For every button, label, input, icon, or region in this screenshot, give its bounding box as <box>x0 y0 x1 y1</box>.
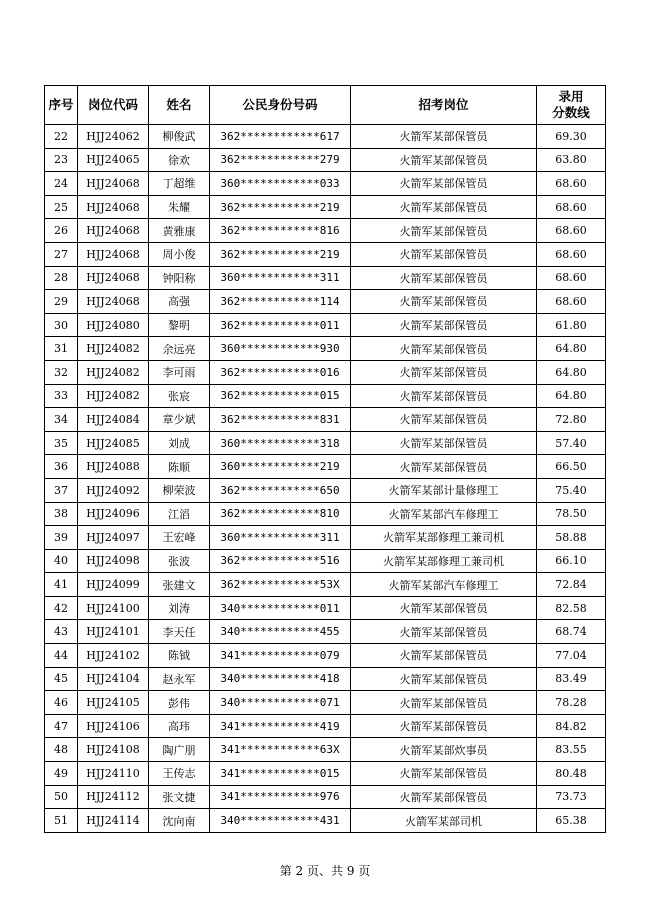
cell-position: 火箭军某部保管员 <box>351 384 537 408</box>
cell-name: 陈钺 <box>149 644 210 668</box>
cell-position: 火箭军某部保管员 <box>351 644 537 668</box>
cell-name: 江滔 <box>149 502 210 526</box>
cell-id-number: 360************930 <box>210 337 351 361</box>
cell-id-number: 341************976 <box>210 785 351 809</box>
cell-post-code: HJJ24101 <box>78 620 149 644</box>
cell-post-code: HJJ24082 <box>78 337 149 361</box>
cell-name: 钟阳称 <box>149 266 210 290</box>
cell-score: 57.40 <box>537 431 606 455</box>
cell-score: 78.50 <box>537 502 606 526</box>
cell-name: 高玮 <box>149 714 210 738</box>
cell-position: 火箭军某部保管员 <box>351 219 537 243</box>
cell-index: 29 <box>45 290 78 314</box>
cell-id-number: 362************831 <box>210 408 351 432</box>
table-row <box>45 219 606 243</box>
table-body <box>45 125 606 833</box>
cell-name: 高强 <box>149 290 210 314</box>
cell-id-number: 360************311 <box>210 526 351 550</box>
cell-index: 30 <box>45 313 78 337</box>
cell-name: 刘涛 <box>149 596 210 620</box>
cell-position: 火箭军某部保管员 <box>351 313 537 337</box>
cell-id-number: 360************219 <box>210 455 351 479</box>
cell-position: 火箭军某部保管员 <box>351 762 537 786</box>
cell-id-number: 362************016 <box>210 360 351 384</box>
cell-index: 44 <box>45 644 78 668</box>
cell-id-number: 362************219 <box>210 195 351 219</box>
page-footer: 第 2 页、共 9 页 <box>279 864 371 878</box>
cell-name: 王传志 <box>149 762 210 786</box>
cell-index: 34 <box>45 408 78 432</box>
cell-index: 41 <box>45 573 78 597</box>
cell-name: 李可雨 <box>149 360 210 384</box>
table-row <box>45 455 606 479</box>
cell-id-number: 340************418 <box>210 667 351 691</box>
cell-id-number: 360************033 <box>210 172 351 196</box>
cell-index: 39 <box>45 526 78 550</box>
table-row <box>45 549 606 573</box>
cell-index: 40 <box>45 549 78 573</box>
cell-score: 61.80 <box>537 313 606 337</box>
cell-name: 刘成 <box>149 431 210 455</box>
cell-name: 张建文 <box>149 573 210 597</box>
cell-post-code: HJJ24106 <box>78 714 149 738</box>
cell-post-code: HJJ24108 <box>78 738 149 762</box>
cell-score: 72.84 <box>537 573 606 597</box>
cell-name: 陈顺 <box>149 455 210 479</box>
table-row <box>45 360 606 384</box>
cell-post-code: HJJ24080 <box>78 313 149 337</box>
cell-score: 78.28 <box>537 691 606 715</box>
cell-id-number: 360************311 <box>210 266 351 290</box>
table-row <box>45 195 606 219</box>
cell-score: 83.55 <box>537 738 606 762</box>
cell-position: 火箭军某部保管员 <box>351 148 537 172</box>
cell-index: 23 <box>45 148 78 172</box>
cell-index: 42 <box>45 596 78 620</box>
header-id-number: 公民身份号码 <box>210 86 351 125</box>
table-row <box>45 125 606 149</box>
cell-index: 32 <box>45 360 78 384</box>
recruitment-results-table <box>44 85 606 833</box>
cell-id-number: 362************816 <box>210 219 351 243</box>
header-index: 序号 <box>45 86 78 125</box>
cell-score: 68.60 <box>537 266 606 290</box>
cell-score: 83.49 <box>537 667 606 691</box>
cell-index: 24 <box>45 172 78 196</box>
cell-score: 77.04 <box>537 644 606 668</box>
cell-position: 火箭军某部保管员 <box>351 290 537 314</box>
cell-name: 柳俊武 <box>149 125 210 149</box>
cell-score: 84.82 <box>537 714 606 738</box>
cell-post-code: HJJ24068 <box>78 172 149 196</box>
cell-index: 31 <box>45 337 78 361</box>
cell-index: 26 <box>45 219 78 243</box>
header-post-code: 岗位代码 <box>78 86 149 125</box>
cell-score: 73.73 <box>537 785 606 809</box>
cell-post-code: HJJ24068 <box>78 242 149 266</box>
table-row <box>45 172 606 196</box>
cell-name: 彭伟 <box>149 691 210 715</box>
cell-index: 37 <box>45 478 78 502</box>
cell-name: 赵永军 <box>149 667 210 691</box>
cell-position: 火箭军某部保管员 <box>351 667 537 691</box>
cell-score: 68.60 <box>537 290 606 314</box>
cell-score: 72.80 <box>537 408 606 432</box>
cell-name: 张波 <box>149 549 210 573</box>
cell-position: 火箭军某部保管员 <box>351 337 537 361</box>
cell-index: 50 <box>45 785 78 809</box>
cell-name: 张文捷 <box>149 785 210 809</box>
cell-id-number: 362************810 <box>210 502 351 526</box>
cell-score: 66.50 <box>537 455 606 479</box>
table-row <box>45 762 606 786</box>
table-row <box>45 502 606 526</box>
cell-index: 28 <box>45 266 78 290</box>
cell-position: 火箭军某部保管员 <box>351 785 537 809</box>
table-row <box>45 478 606 502</box>
cell-position: 火箭军某部炊事员 <box>351 738 537 762</box>
cell-position: 火箭军某部保管员 <box>351 455 537 479</box>
cell-id-number: 341************419 <box>210 714 351 738</box>
cell-score: 68.60 <box>537 219 606 243</box>
header-score <box>537 86 606 125</box>
cell-name: 陶广朋 <box>149 738 210 762</box>
table-row <box>45 313 606 337</box>
header-name: 姓名 <box>149 86 210 125</box>
cell-id-number: 341************079 <box>210 644 351 668</box>
cell-index: 49 <box>45 762 78 786</box>
cell-name: 徐欢 <box>149 148 210 172</box>
table-row <box>45 809 606 833</box>
cell-position: 火箭军某部汽车修理工 <box>351 502 537 526</box>
table-row <box>45 785 606 809</box>
table-row <box>45 667 606 691</box>
cell-name: 沈向南 <box>149 809 210 833</box>
cell-name: 柳荣波 <box>149 478 210 502</box>
cell-position: 火箭军某部保管员 <box>351 431 537 455</box>
cell-post-code: HJJ24082 <box>78 384 149 408</box>
cell-position: 火箭军某部修理工兼司机 <box>351 549 537 573</box>
cell-position: 火箭军某部保管员 <box>351 172 537 196</box>
cell-index: 25 <box>45 195 78 219</box>
cell-position: 火箭军某部修理工兼司机 <box>351 526 537 550</box>
cell-post-code: HJJ24102 <box>78 644 149 668</box>
cell-name: 周小俊 <box>149 242 210 266</box>
cell-id-number: 341************015 <box>210 762 351 786</box>
cell-index: 27 <box>45 242 78 266</box>
cell-score: 64.80 <box>537 384 606 408</box>
cell-post-code: HJJ24098 <box>78 549 149 573</box>
cell-score: 64.80 <box>537 360 606 384</box>
cell-index: 36 <box>45 455 78 479</box>
cell-id-number: 362************114 <box>210 290 351 314</box>
cell-position: 火箭军某部保管员 <box>351 620 537 644</box>
cell-score: 75.40 <box>537 478 606 502</box>
cell-index: 22 <box>45 125 78 149</box>
table-row <box>45 242 606 266</box>
cell-position: 火箭军某部保管员 <box>351 266 537 290</box>
cell-position: 火箭军某部保管员 <box>351 195 537 219</box>
cell-post-code: HJJ24068 <box>78 219 149 243</box>
cell-score: 68.74 <box>537 620 606 644</box>
cell-name: 丁超维 <box>149 172 210 196</box>
cell-score: 80.48 <box>537 762 606 786</box>
cell-post-code: HJJ24105 <box>78 691 149 715</box>
cell-position: 火箭军某部保管员 <box>351 242 537 266</box>
cell-score: 58.88 <box>537 526 606 550</box>
cell-name: 章少斌 <box>149 408 210 432</box>
cell-index: 51 <box>45 809 78 833</box>
table-row <box>45 738 606 762</box>
cell-post-code: HJJ24082 <box>78 360 149 384</box>
cell-post-code: HJJ24097 <box>78 526 149 550</box>
cell-id-number: 340************011 <box>210 596 351 620</box>
cell-index: 46 <box>45 691 78 715</box>
cell-position: 火箭军某部保管员 <box>351 714 537 738</box>
cell-id-number: 362************617 <box>210 125 351 149</box>
cell-score: 68.60 <box>537 242 606 266</box>
cell-id-number: 362************53X <box>210 573 351 597</box>
cell-position: 火箭军某部司机 <box>351 809 537 833</box>
cell-position: 火箭军某部汽车修理工 <box>351 573 537 597</box>
cell-name: 李天任 <box>149 620 210 644</box>
cell-id-number: 340************455 <box>210 620 351 644</box>
table-row <box>45 148 606 172</box>
header-score-line2: 分数线 <box>552 105 590 120</box>
cell-id-number: 362************650 <box>210 478 351 502</box>
cell-id-number: 362************011 <box>210 313 351 337</box>
cell-position: 火箭军某部保管员 <box>351 125 537 149</box>
cell-post-code: HJJ24112 <box>78 785 149 809</box>
cell-score: 63.80 <box>537 148 606 172</box>
cell-position: 火箭军某部保管员 <box>351 691 537 715</box>
cell-post-code: HJJ24099 <box>78 573 149 597</box>
table-row <box>45 526 606 550</box>
cell-index: 48 <box>45 738 78 762</box>
cell-index: 33 <box>45 384 78 408</box>
cell-id-number: 362************279 <box>210 148 351 172</box>
table-row <box>45 431 606 455</box>
cell-name: 余远亮 <box>149 337 210 361</box>
cell-name: 朱耀 <box>149 195 210 219</box>
cell-index: 35 <box>45 431 78 455</box>
cell-post-code: HJJ24096 <box>78 502 149 526</box>
header-score-line1: 录用 <box>558 89 584 104</box>
cell-index: 38 <box>45 502 78 526</box>
table-row <box>45 266 606 290</box>
cell-post-code: HJJ24068 <box>78 195 149 219</box>
cell-score: 68.60 <box>537 172 606 196</box>
cell-id-number: 362************219 <box>210 242 351 266</box>
cell-post-code: HJJ24065 <box>78 148 149 172</box>
cell-index: 43 <box>45 620 78 644</box>
table-row <box>45 691 606 715</box>
cell-post-code: HJJ24084 <box>78 408 149 432</box>
cell-name: 张宸 <box>149 384 210 408</box>
cell-post-code: HJJ24114 <box>78 809 149 833</box>
cell-position: 火箭军某部计量修理工 <box>351 478 537 502</box>
table-row <box>45 644 606 668</box>
cell-position: 火箭军某部保管员 <box>351 360 537 384</box>
cell-score: 82.58 <box>537 596 606 620</box>
cell-score: 66.10 <box>537 549 606 573</box>
cell-score: 64.80 <box>537 337 606 361</box>
cell-position: 火箭军某部保管员 <box>351 596 537 620</box>
table-row <box>45 408 606 432</box>
table-row <box>45 620 606 644</box>
table-row <box>45 573 606 597</box>
header-position: 招考岗位 <box>351 86 537 125</box>
cell-id-number: 362************516 <box>210 549 351 573</box>
cell-id-number: 340************071 <box>210 691 351 715</box>
cell-post-code: HJJ24068 <box>78 266 149 290</box>
table-row <box>45 714 606 738</box>
cell-post-code: HJJ24100 <box>78 596 149 620</box>
table-row <box>45 337 606 361</box>
cell-index: 47 <box>45 714 78 738</box>
cell-position: 火箭军某部保管员 <box>351 408 537 432</box>
cell-post-code: HJJ24110 <box>78 762 149 786</box>
table-row <box>45 596 606 620</box>
cell-id-number: 340************431 <box>210 809 351 833</box>
cell-post-code: HJJ24068 <box>78 290 149 314</box>
cell-post-code: HJJ24092 <box>78 478 149 502</box>
cell-score: 65.38 <box>537 809 606 833</box>
table-row <box>45 290 606 314</box>
cell-post-code: HJJ24088 <box>78 455 149 479</box>
cell-name: 王宏峰 <box>149 526 210 550</box>
table-header-row <box>45 86 606 125</box>
cell-post-code: HJJ24085 <box>78 431 149 455</box>
cell-score: 68.60 <box>537 195 606 219</box>
cell-name: 黎明 <box>149 313 210 337</box>
cell-id-number: 362************015 <box>210 384 351 408</box>
cell-id-number: 360************318 <box>210 431 351 455</box>
cell-id-number: 341************63X <box>210 738 351 762</box>
table-row <box>45 384 606 408</box>
cell-post-code: HJJ24104 <box>78 667 149 691</box>
cell-score: 69.30 <box>537 125 606 149</box>
cell-name: 黄雅康 <box>149 219 210 243</box>
cell-index: 45 <box>45 667 78 691</box>
cell-post-code: HJJ24062 <box>78 125 149 149</box>
